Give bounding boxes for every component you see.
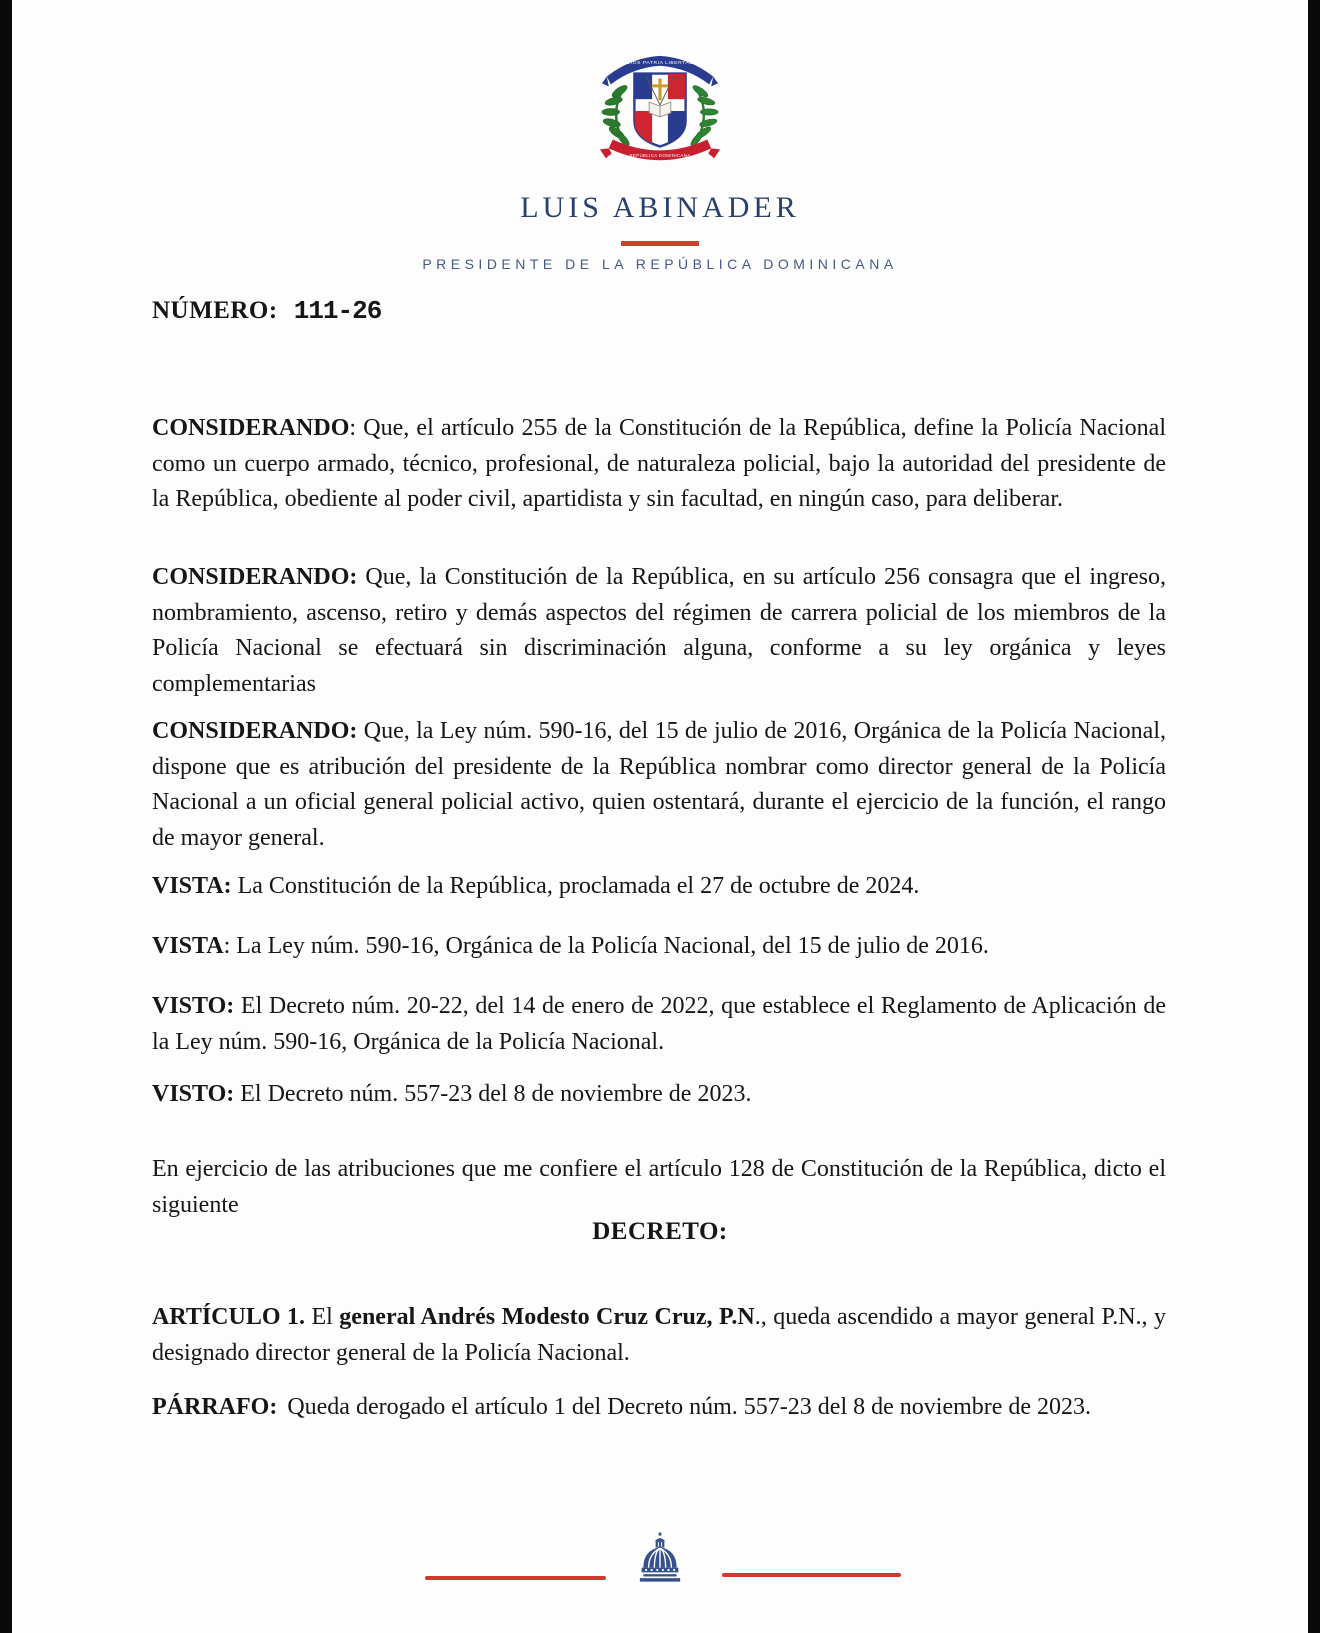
vista-paragraph-1 [152,869,1166,905]
scan-edge-right [1308,0,1320,1633]
paragraph-label: ARTÍCULO 1. [152,1304,305,1330]
paragraph-separator [234,993,241,1019]
paragraph-text: El Decreto núm. 20-22, del 14 de enero de 2022, que establece el Reglamento de Aplicación de la Ley núm. 590-16, Orgánica de la Policía Nacional. [152,993,1167,1055]
paragraph-label: VISTA [152,933,224,959]
paragraph-label: CONSIDERANDO: [152,564,358,590]
considerando-paragraph-2 [152,560,1166,702]
paragraph-text: El Decreto núm. 557-23 del 8 de noviembre de 2023. [240,1081,752,1107]
paragraph-label: VISTO: [152,1081,235,1107]
preamble-close-paragraph [152,1152,1166,1223]
paragraph-text: En ejercicio de las atribuciones que me confiere el artículo 128 de Constitución de la República, dicto el siguiente [152,1156,1166,1218]
scan-edge-left [0,0,12,1633]
vista-paragraph-2 [152,929,1166,965]
considerando-paragraph-3 [152,714,1166,856]
paragraph-text: La Constitución de la República, proclamada el 27 de octubre de 2024. [237,873,920,899]
considerando-paragraph-1 [152,411,1166,518]
visto-paragraph-1 [152,989,1166,1060]
paragraph-label: VISTA: [152,873,232,899]
paragraph-label: PÁRRAFO: [152,1394,278,1420]
appointee-name: general Andrés Modesto Cruz Cruz, P.N [339,1304,755,1330]
paragraph-text: Queda derogado el artículo 1 del Decreto núm. 557-23 del 8 de noviembre de 2023. [287,1394,1092,1420]
crest-banner-top-text: DIOS PATRIA LIBERTAD [626,61,694,67]
parrafo-paragraph [152,1390,1166,1426]
decree-heading: DECRETO: [592,1218,728,1245]
paragraph-text: El [305,1304,340,1330]
paragraph-text: Que, la Ley núm. 590-16, del 15 de julio de 2016, Orgánica de la Policía Nacional, dispone que es atribución del presidente de la República nombrar como director general de la Policía Nacional a un oficial general policial activo, quien ostentará, durante el ejercicio de la función, el rango de mayor general. [152,718,1166,851]
paragraph-text: Que, el artículo 255 de la Constitución de la República, define la Policía Nacional como un cuerpo armado, técnico, profesional, de naturaleza policial, bajo la autoridad del presidente de la República, obediente al poder civil, apartidista y sin facultad, en ningún caso, para deliberar. [152,415,1166,512]
president-name: LUIS ABINADER [520,191,800,224]
footer-red-rule-right [722,1573,901,1577]
paragraph-text: Que, la Constitución de la República, en su artículo 256 consagra que el ingreso, nombramiento, ascenso, retiro y demás aspectos del régimen de carrera policial de los miembros de la Policía Nacional se efectuará sin discriminación alguna, conforme a su ley orgánica y leyes complementarias [152,564,1166,697]
articulo-1-paragraph [152,1300,1166,1371]
crest-banner-bottom-text: REPÚBLICA DOMINICANA [629,152,691,158]
red-title-rule [621,241,699,246]
paragraph-label: VISTO: [152,993,235,1019]
paragraph-text: La Ley núm. 590-16, Orgánica de la Policía Nacional, del 15 de julio de 2016. [236,933,989,959]
president-title: PRESIDENTE DE LA REPÚBLICA DOMINICANA [422,256,898,272]
dominican-coat-of-arms-icon [590,46,730,181]
paragraph-label: CONSIDERANDO: [152,718,358,744]
visto-paragraph-2 [152,1077,1166,1113]
paragraph-label: CONSIDERANDO [152,415,350,441]
decree-number-line [152,296,381,326]
footer-red-rule-left [425,1576,606,1580]
paragraph-separator: : [349,415,364,441]
national-palace-dome-icon [632,1527,688,1594]
paragraph-text: ., queda ascendido a mayor general P.N., y designado director general de la Policía Nacional. [152,1304,1167,1366]
decree-number-label: NÚMERO: [152,297,278,324]
paragraph-separator: : [223,933,237,959]
decree-number-value: 111-26 [293,296,382,326]
